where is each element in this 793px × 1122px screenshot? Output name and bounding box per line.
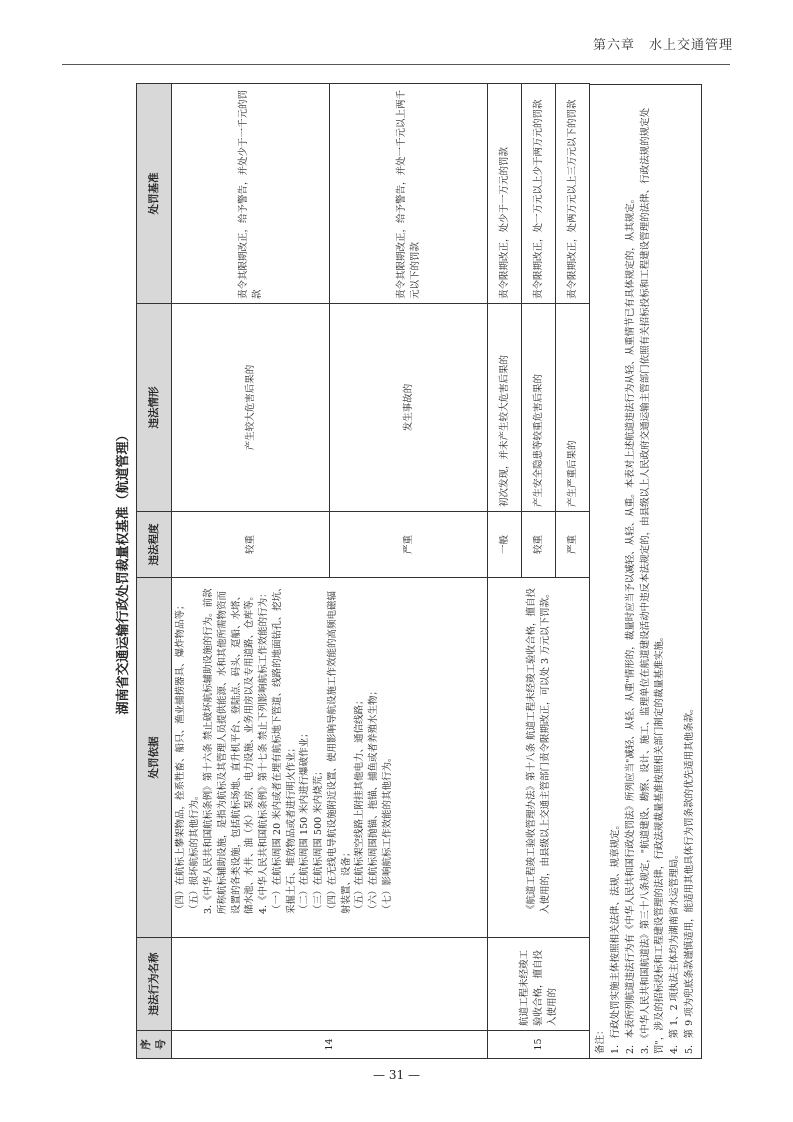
- basis-line: （五）损坏航标的其他行为。: [189, 790, 201, 914]
- rotated-content: [112, 84, 695, 1059]
- situation-cell: 初次发现，并未产生较大危害后果的: [488, 304, 522, 512]
- basis-line: 《航道工程竣工验收管理办法》第十八条 航道工程未经竣工验收合格，擅自投入使用的，由县级以上交通主管部门责令限期改正，可以处 3 万元以下罚款。: [526, 587, 551, 914]
- penalty-table: [136, 83, 590, 1059]
- col-header-situation: 违法情形: [137, 304, 172, 512]
- degree-cell: 较重: [172, 512, 330, 578]
- penalty-cell: 责令限期改正，处两万元以上三万元以下的罚款: [556, 84, 590, 304]
- basis-line: （四）在无线电导航设施附近设置、使用影响导航设施工作效能的高频电磁辐射装置、设备；: [326, 590, 352, 914]
- note-item: 5．第 9 项为兜底条款谨慎适用，能适用其他具体行为罚条款的优先适用其他条款。: [683, 703, 695, 1054]
- notes-block: [590, 84, 702, 1059]
- running-header: 第六章 水上交通管理: [592, 38, 733, 53]
- basis-line: （三）在航标周围 500 米内烧荒；: [313, 766, 325, 914]
- row-number: 14: [172, 1031, 488, 1059]
- basis-line: （四）在航标上攀架物品，拴系牲畜、船只、渔业捕捞器具、爆炸物品等；: [175, 600, 187, 914]
- degree-cell: 一般: [488, 512, 522, 578]
- note-item: 4．第 1、2 项执法主体均为湖南省水运管理局。: [669, 849, 681, 1054]
- row-number: 15: [488, 1031, 590, 1059]
- col-header-penalty: 处罚基准: [137, 84, 172, 304]
- situation-cell: 发生事故的: [330, 304, 488, 512]
- basis-line: （一）在航标周围 20 米内或者在埋有航标地下管道、线路的地面钻孔、挖坑、采掘土石、堆放物品或者进行明火作业；: [271, 582, 297, 914]
- violation-name: [172, 938, 488, 1031]
- penalty-cell: 责令限期改正，处一万元以上少于两万元的罚款: [522, 84, 556, 304]
- situation-cell: 产生较大危害后果的: [172, 304, 330, 512]
- basis-line: （六）在航标周围抛锚、拖锚、捕鱼或者养殖水生物；: [368, 685, 380, 914]
- basis-line: （二）在航标周围 150 米内进行爆破作业；: [299, 728, 311, 914]
- penalty-cell: 责令限期改正，处少于一万元的罚款: [488, 84, 522, 304]
- note-item: 2．本表所列航道违法行为有《中华人民共和国行政处罚法》所列应当"减轻、从轻、从重"情形的，裁量时应当予以减轻、从轻、从重。本表对上述航道违法行为从轻、从重情节已有具体规定的，从其规定。: [624, 193, 636, 1054]
- degree-cell: 较重: [522, 512, 556, 578]
- basis-line: 3.《中华人民共和国航标条例》第十六条 禁止破坏航标辅助设施的行为。前款所称航标辅助设施，是指为航标及其管理人员提供能源、水和其他所需物资而设置的各类设施，包括航标场地、直升机平台、登陆点、码头、趸船、水塔、储水池、水井、油（水）泵房、电力设施、业务用房以及专用道路、仓库等。: [202, 588, 256, 914]
- basis-line: 4.《中华人民共和国航标条例》第十七条 禁止下列影响航标工作效能的行为：: [258, 588, 270, 914]
- table-row: [488, 84, 522, 1059]
- note-item: 3．《中华人民共和国航道法》第三十八条规定，"航道建设、勘察、设计、施工、监理单位在航道建设活动中违反本法规定的，由县级以上人民政府交通运输主管部门依照有关招标投标和工程建设管理的法律、行政法规的规定处罚"，涉及的招标投标和工程建设管理的法律，行政法规裁量基准按照相关部门制定的裁量基准实施。: [639, 107, 666, 1054]
- page-number: — 31 —: [373, 1068, 420, 1082]
- col-header-basis: 处罚依据: [137, 578, 172, 938]
- header-rule: [62, 64, 730, 65]
- notes-label: 备注：: [595, 1025, 607, 1054]
- col-header-no: 序号: [137, 1031, 172, 1059]
- table-title: 湖南省交通运输行政处罚裁量权基准（航道管理）: [116, 428, 131, 715]
- violation-name: 航道工程未经竣工验收合格，擅自投入使用的: [488, 938, 590, 1031]
- situation-cell: 产生安全隐患等较重危害后果的: [522, 304, 556, 512]
- col-header-degree: 违法程度: [137, 512, 172, 578]
- penalty-cell: 责令其限期改正，给予警告，并处少于一千元的罚款: [172, 84, 330, 304]
- basis-line: （七）影响航标工作效能的其他行为。: [381, 752, 393, 914]
- penalty-basis: [172, 578, 488, 938]
- basis-line: （五）在航标架空线路上附挂其他电力、通信线路；: [354, 695, 366, 914]
- rotated-table-area: [112, 84, 695, 1059]
- penalty-basis: [488, 578, 590, 938]
- situation-cell: 产生严重后果的: [556, 304, 590, 512]
- header-row: [137, 84, 172, 1059]
- degree-cell: 严重: [556, 512, 590, 578]
- table-row: [172, 84, 330, 1059]
- penalty-cell: 责令其限期改正，给予警告，并处一千元以上两千元以下的罚款: [330, 84, 488, 304]
- col-header-name: 违法行为名称: [137, 938, 172, 1031]
- note-item: 1．行政处罚实施主体按照相关法律、法规、规章规定。: [610, 819, 622, 1054]
- degree-cell: 严重: [330, 512, 488, 578]
